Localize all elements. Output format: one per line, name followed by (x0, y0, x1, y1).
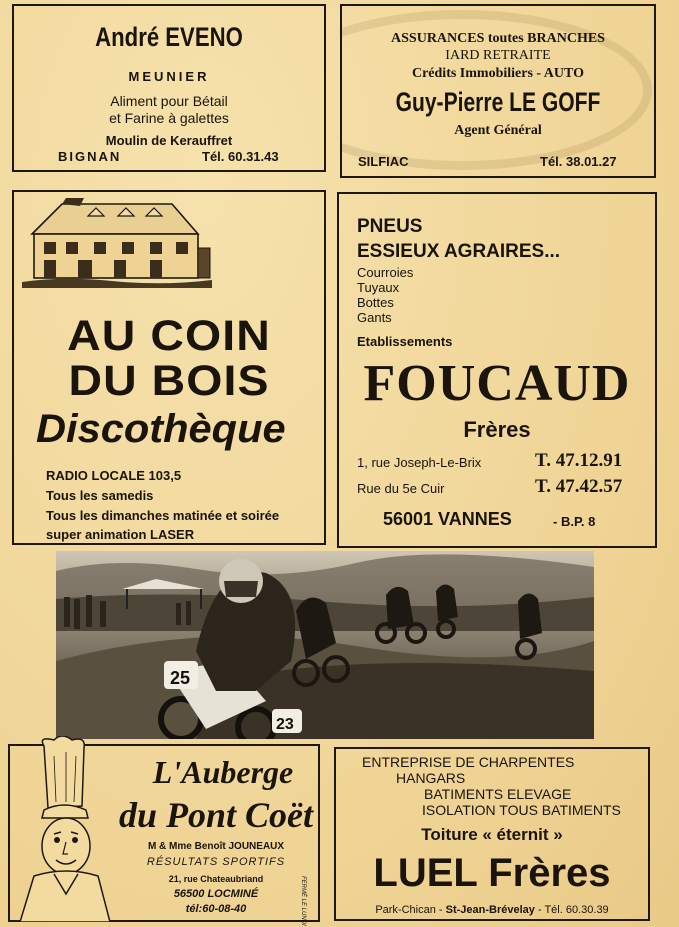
venue-title: AU COIN (67, 312, 271, 360)
postcode-line: 56500 LOCMINÉ (173, 888, 259, 900)
product-item: Courroies (357, 265, 414, 280)
service-line: HANGARS (396, 770, 466, 786)
company-name: LUEL Frères (373, 851, 611, 895)
inn-title: L'Auberge (152, 754, 294, 790)
postal-box: - B.P. 8 (553, 514, 596, 529)
headline: ESSIEUX AGRAIRES... (357, 241, 561, 262)
footer-town: St-Jean-Brévelay (445, 904, 535, 916)
trade-label: MEUNIER (128, 69, 210, 84)
inn-title: du Pont Coët (118, 795, 314, 835)
address-line: Rue du 5e Cuir (357, 481, 445, 496)
mill-name: Moulin de Kerauffret (105, 133, 233, 148)
radio-line: RADIO LOCALE 103,5 (46, 468, 182, 483)
role-label: Agent Général (454, 123, 542, 138)
product-item: Bottes (357, 295, 394, 310)
address-line: 1, rue Joseph-Le-Brix (357, 455, 482, 470)
phone-number: T. 47.12.91 (535, 450, 623, 471)
service-line: BATIMENTS ELEVAGE (424, 786, 572, 802)
ad-discotheque (12, 190, 326, 545)
phone-number: Tél. 60.31.43 (202, 149, 279, 164)
schedule-line: super animation LASER (46, 527, 195, 542)
bike-number: 23 (276, 716, 294, 733)
footer-line (336, 904, 648, 916)
toiture-line: Toiture « éternit » (421, 825, 563, 844)
service-line: ENTREPRISE DE CHARPENTES (362, 754, 575, 770)
headline: PNEUS (357, 216, 423, 237)
schedule-line: Tous les samedis (46, 488, 154, 503)
product-line: Aliment pour Bétail (110, 93, 228, 109)
closing-day: FERMÉ LE LUNDI (300, 876, 306, 926)
motocross-photo (56, 551, 594, 739)
ad-luel (334, 747, 650, 921)
insurance-line: Crédits Immobiliers - AUTO (411, 66, 584, 81)
product-item: Gants (357, 310, 392, 325)
phone-number: tél:60-08-40 (185, 903, 247, 915)
ad-foucaud (337, 192, 657, 548)
schedule-line: Tous les dimanches matinée et soirée (46, 508, 280, 523)
insurance-line: ASSURANCES toutes BRANCHES (391, 31, 605, 46)
company-name: FOUCAUD (363, 355, 631, 412)
footer-phone: - Tél. 60.30.39 (534, 904, 609, 916)
service-line: ISOLATION TOUS BATIMENTS (422, 802, 621, 818)
product-item: Tuyaux (357, 280, 400, 295)
bike-number: 25 (170, 668, 191, 688)
advertiser-name: Guy-Pierre LE GOFF (395, 87, 601, 117)
ad-le-goff (340, 4, 656, 178)
city-line: 56001 VANNES (383, 509, 512, 529)
phone-number: Tél. 38.01.27 (540, 154, 617, 169)
house-illustration (22, 198, 212, 288)
insurance-line: IARD RETRAITE (445, 48, 551, 63)
footer-place: Park-Chican - (375, 904, 446, 916)
advertiser-name: André EVENO (95, 22, 243, 52)
town-label: SILFIAC (358, 154, 409, 169)
results-line: RÉSULTATS SPORTIFS (146, 856, 286, 868)
phone-number: T. 47.42.57 (535, 476, 623, 497)
town-label: BIGNAN (58, 149, 122, 164)
venue-subtitle: Discothèque (36, 407, 286, 451)
venue-title: DU BOIS (68, 357, 270, 405)
street-address: 21, rue Chateaubriand (168, 874, 264, 884)
etablissements-label: Etablissements (357, 334, 453, 349)
company-suffix: Frères (463, 417, 531, 442)
ad-auberge (8, 744, 320, 926)
product-line: et Farine à galettes (109, 110, 229, 126)
chef-illustration (14, 736, 114, 922)
owners-line: M & Mme Benoît JOUNEAUX (147, 841, 285, 852)
ad-eveno (12, 4, 326, 172)
